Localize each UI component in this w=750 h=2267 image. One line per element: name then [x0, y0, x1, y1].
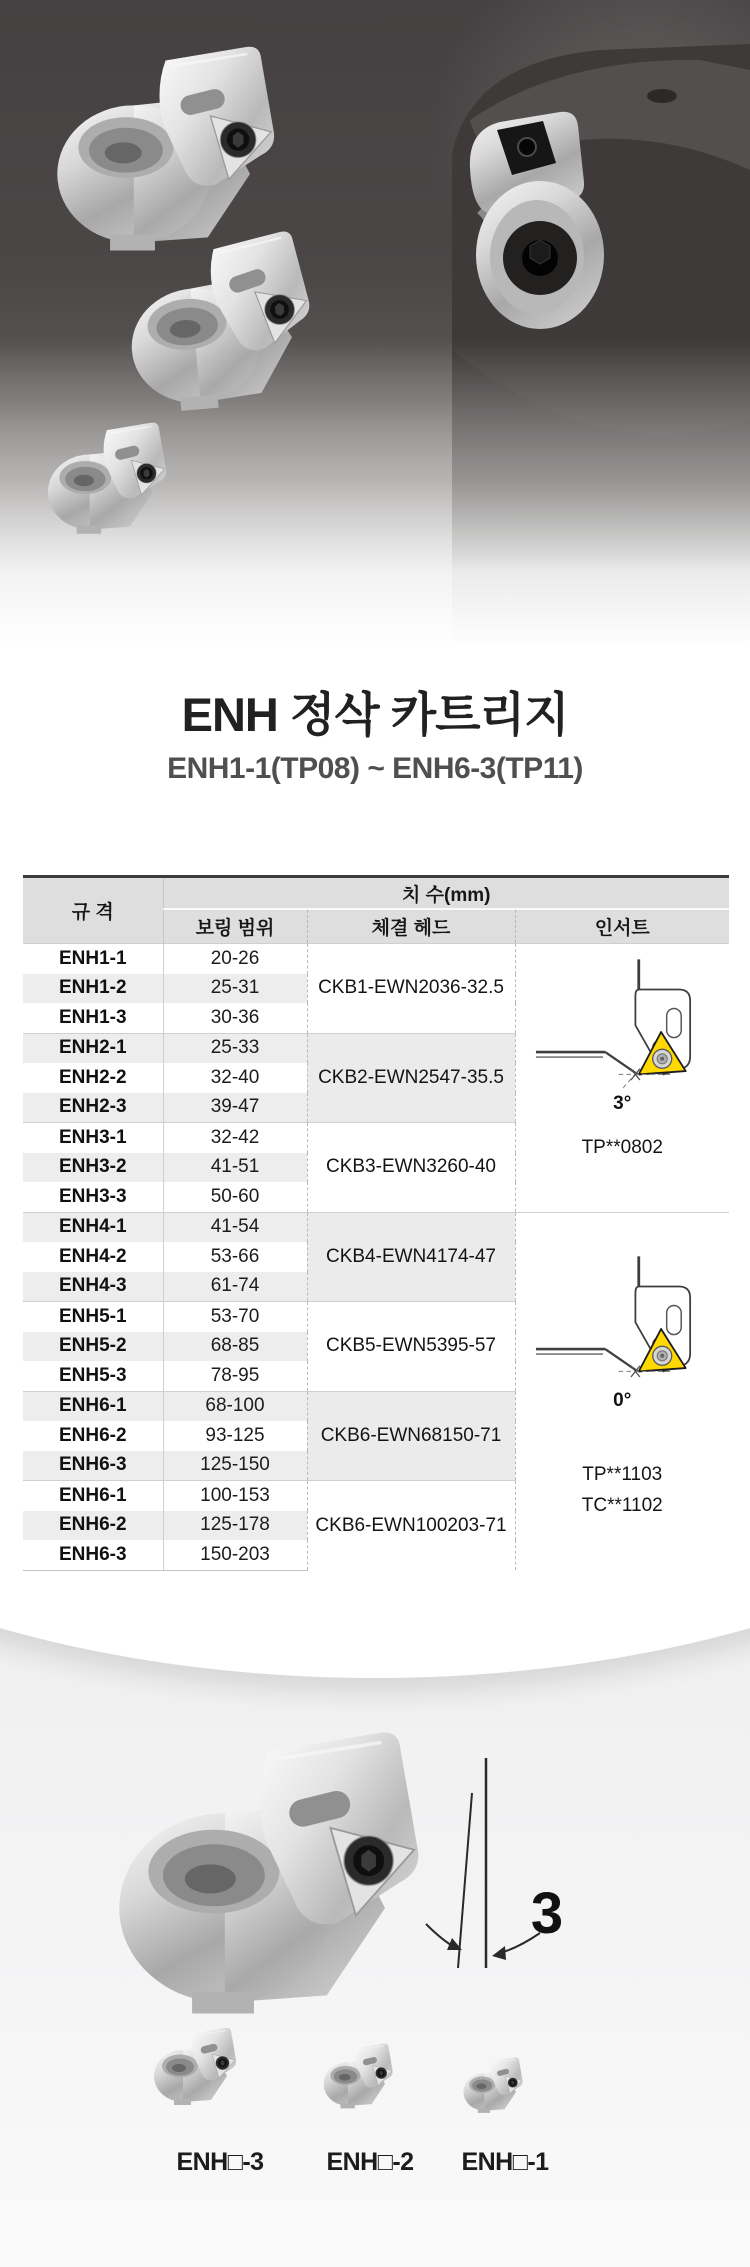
boring-range-cell: 125-150	[163, 1451, 307, 1481]
boring-range-cell: 53-66	[163, 1242, 307, 1272]
insert-diagram-block	[516, 1213, 730, 1611]
clamping-head-cell: CKB6-EWN100203-71	[307, 1481, 515, 1571]
spec-cell: ENH2-1	[23, 1033, 163, 1063]
clamping-head-cell: CKB5-EWN5395-57	[307, 1302, 515, 1392]
insert-cell	[515, 944, 729, 1213]
boring-range-cell: 68-100	[163, 1391, 307, 1421]
spec-cell: ENH6-3	[23, 1540, 163, 1570]
col-header-insert: 인서트	[515, 909, 729, 944]
insert-diagram-block	[516, 944, 730, 1224]
spec-cell: ENH6-2	[23, 1421, 163, 1451]
table-header-row	[23, 877, 729, 910]
variant-image-enh3	[154, 2028, 236, 2105]
bottom-illustration-panel	[0, 1628, 750, 2267]
page-title: ENH 정삭 카트리지	[181, 688, 569, 741]
spec-cell: ENH6-3	[23, 1451, 163, 1481]
spec-cell: ENH4-1	[23, 1212, 163, 1242]
variant-image-enh2	[324, 2044, 393, 2109]
boring-range-cell: 53-70	[163, 1302, 307, 1332]
boring-range-cell: 61-74	[163, 1272, 307, 1302]
col-header-head: 체결 헤드	[307, 909, 515, 944]
spec-cell: ENH5-3	[23, 1361, 163, 1391]
cartridge-image-large	[119, 1733, 418, 2014]
spec-cell: ENH1-3	[23, 1003, 163, 1033]
spec-cell: ENH5-2	[23, 1332, 163, 1362]
insert-code: TP**0802	[581, 1137, 663, 1158]
page-subtitle: ENH1-1(TP08) ~ ENH6-3(TP11)	[167, 752, 583, 785]
boring-range-cell: 125-178	[163, 1511, 307, 1541]
spec-cell: ENH5-1	[23, 1302, 163, 1332]
hero-product-photo	[0, 0, 750, 650]
spec-cell: ENH3-2	[23, 1153, 163, 1183]
boring-range-cell: 32-40	[163, 1063, 307, 1093]
insert-cell	[515, 1212, 729, 1570]
insert-angle-label: 3°	[613, 1093, 632, 1114]
boring-range-cell: 68-85	[163, 1332, 307, 1362]
clamping-head-cell: CKB3-EWN3260-40	[307, 1123, 515, 1213]
variant-label-enh2: ENH□-2	[326, 2148, 414, 2176]
clamping-head-cell: CKB4-EWN4174-47	[307, 1212, 515, 1302]
boring-range-cell: 30-36	[163, 1003, 307, 1033]
spec-table-wrap	[23, 875, 729, 1571]
spec-cell: ENH6-1	[23, 1391, 163, 1421]
boring-range-cell: 41-51	[163, 1153, 307, 1183]
insert-code: TP**1103	[582, 1463, 663, 1485]
angle-value-label: 3	[530, 1881, 564, 1946]
clamping-head-cell: CKB1-EWN2036-32.5	[307, 944, 515, 1034]
variant-label-enh1: ENH□-1	[461, 2148, 549, 2176]
table-row	[23, 944, 729, 974]
spec-table	[23, 875, 729, 1571]
insert-angle-label: 0°	[613, 1389, 632, 1411]
insert-code: TC**1102	[581, 1494, 663, 1516]
insert-diagram-3deg	[527, 956, 717, 1099]
variant-label-enh3: ENH□-3	[176, 2148, 264, 2176]
spec-cell: ENH6-1	[23, 1481, 163, 1511]
boring-range-cell: 93-125	[163, 1421, 307, 1451]
boring-range-cell: 20-26	[163, 944, 307, 974]
spec-cell: ENH3-1	[23, 1123, 163, 1153]
boring-range-cell: 150-203	[163, 1540, 307, 1570]
spec-cell: ENH1-1	[23, 944, 163, 974]
boring-range-cell: 25-31	[163, 974, 307, 1004]
spec-cell: ENH3-3	[23, 1182, 163, 1212]
boring-range-cell: 78-95	[163, 1361, 307, 1391]
boring-range-cell: 25-33	[163, 1033, 307, 1063]
boring-range-cell: 50-60	[163, 1182, 307, 1212]
boring-range-cell: 41-54	[163, 1212, 307, 1242]
col-header-dims: 치 수(mm)	[163, 877, 729, 910]
spec-cell: ENH4-2	[23, 1242, 163, 1272]
boring-range-cell: 32-42	[163, 1123, 307, 1153]
spec-cell: ENH2-3	[23, 1093, 163, 1123]
clamping-head-cell: CKB6-EWN68150-71	[307, 1391, 515, 1481]
table-row	[23, 1212, 729, 1242]
col-header-boring: 보링 범위	[163, 909, 307, 944]
spec-cell: ENH1-2	[23, 974, 163, 1004]
col-header-spec: 규 격	[23, 877, 163, 944]
clamping-head-cell: CKB2-EWN2547-35.5	[307, 1033, 515, 1123]
boring-range-cell: 39-47	[163, 1093, 307, 1123]
hero-photo-illustration	[0, 0, 750, 650]
variant-image-enh1	[463, 2057, 522, 2113]
insert-diagram-0deg	[527, 1253, 717, 1396]
spec-cell: ENH2-2	[23, 1063, 163, 1093]
boring-range-cell: 100-153	[163, 1481, 307, 1511]
spec-cell: ENH6-2	[23, 1511, 163, 1541]
spec-cell: ENH4-3	[23, 1272, 163, 1302]
